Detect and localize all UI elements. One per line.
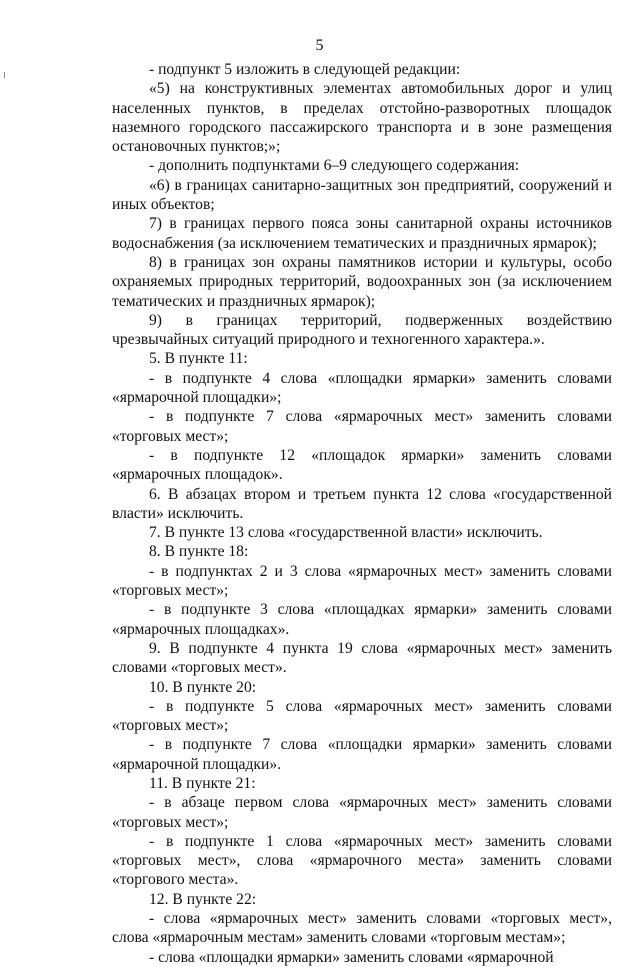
- paragraph: - в подпункте 7 слова «площадки ярмарки» заменить словами «ярмарочной площадки».: [112, 736, 612, 773]
- paragraph: - дополнить подпунктами 6–9 следующего содержания:: [149, 157, 520, 175]
- paragraph: - в подпункте 3 слова «площадках ярмарки» заменить словами «ярмарочных площадках».: [112, 601, 612, 638]
- paragraph: «5) на конструктивных элементах автомобильных дорог и улиц населенных пунктов, в пределах отстойно-разворотных площадок наземного городского пассажирского транспорта и в зоне размещения остановочных пунктов;»;: [112, 80, 612, 156]
- paragraph: - слова «площадки ярмарки» заменить словами «ярмарочной: [149, 948, 554, 966]
- paragraph: 8) в границах зон охраны памятников истории и культуры, особо охраняемых природных территорий, водоохранных зон (за исключением тематических и праздничных ярмарок);: [112, 253, 612, 310]
- paragraph: - в подпунктах 2 и 3 слова «ярмарочных мест» заменить словами «торговых мест»;: [112, 562, 612, 600]
- page-number: 5: [315, 37, 324, 54]
- paragraph: - в подпункте 1 слова «ярмарочных мест» заменить словами «торговых мест», слова «ярмарочного места» заменить словами «торгового места».: [112, 832, 612, 889]
- paragraph: 6. В абзацах втором и третьем пункта 12 слова «государственной власти» исключить.: [112, 485, 612, 522]
- paragraph: 9) в границах территорий, подверженных воздействию чрезвычайных ситуаций природного и техногенного характера.».: [112, 311, 612, 349]
- paragraph: 7. В пункте 13 слова «государственной власти» исключить.: [149, 524, 543, 542]
- paragraph: - в подпункте 5 слова «ярмарочных мест» заменить словами «торговых мест»;: [112, 697, 612, 735]
- paragraph: «6) в границах санитарно-защитных зон предприятий, сооружений и иных объектов;: [112, 176, 612, 214]
- paragraph: 5. В пункте 11:: [149, 350, 248, 368]
- paragraph: 8. В пункте 18:: [149, 543, 249, 561]
- paragraph: 11. В пункте 21:: [149, 774, 256, 792]
- paragraph: - в подпункте 7 слова «ярмарочных мест» заменить словами «торговых мест»;: [112, 408, 612, 445]
- paragraph: 9. В подпункте 4 пункта 19 слова «ярмарочных мест» заменить словами «торговых мест».: [112, 639, 612, 677]
- margin-tick-mark: [4, 72, 5, 78]
- paragraph: 12. В пункте 22:: [149, 890, 257, 908]
- paragraph: - в подпункте 12 «площадок ярмарки» заменить словами «ярмарочных площадок».: [112, 446, 612, 484]
- paragraph: - в абзаце первом слова «ярмарочных мест» заменить словами «торговых мест»;: [112, 794, 612, 831]
- paragraph: 7) в границах первого пояса зоны санитарной охраны источников водоснабжения (за исключением тематических и праздничных ярмарок);: [112, 215, 612, 252]
- paragraph: - подпункт 5 изложить в следующей редакции:: [149, 61, 461, 78]
- document-body: [112, 60, 612, 967]
- paragraph: - в подпункте 4 слова «площадки ярмарки» заменить словами «ярмарочной площадки»;: [112, 369, 612, 407]
- paragraph: 10. В пункте 20:: [149, 678, 257, 696]
- paragraph: - слова «ярмарочных мест» заменить словами «торговых мест», слова «ярмарочным местам» заменить словами «торговым местам»;: [112, 910, 612, 947]
